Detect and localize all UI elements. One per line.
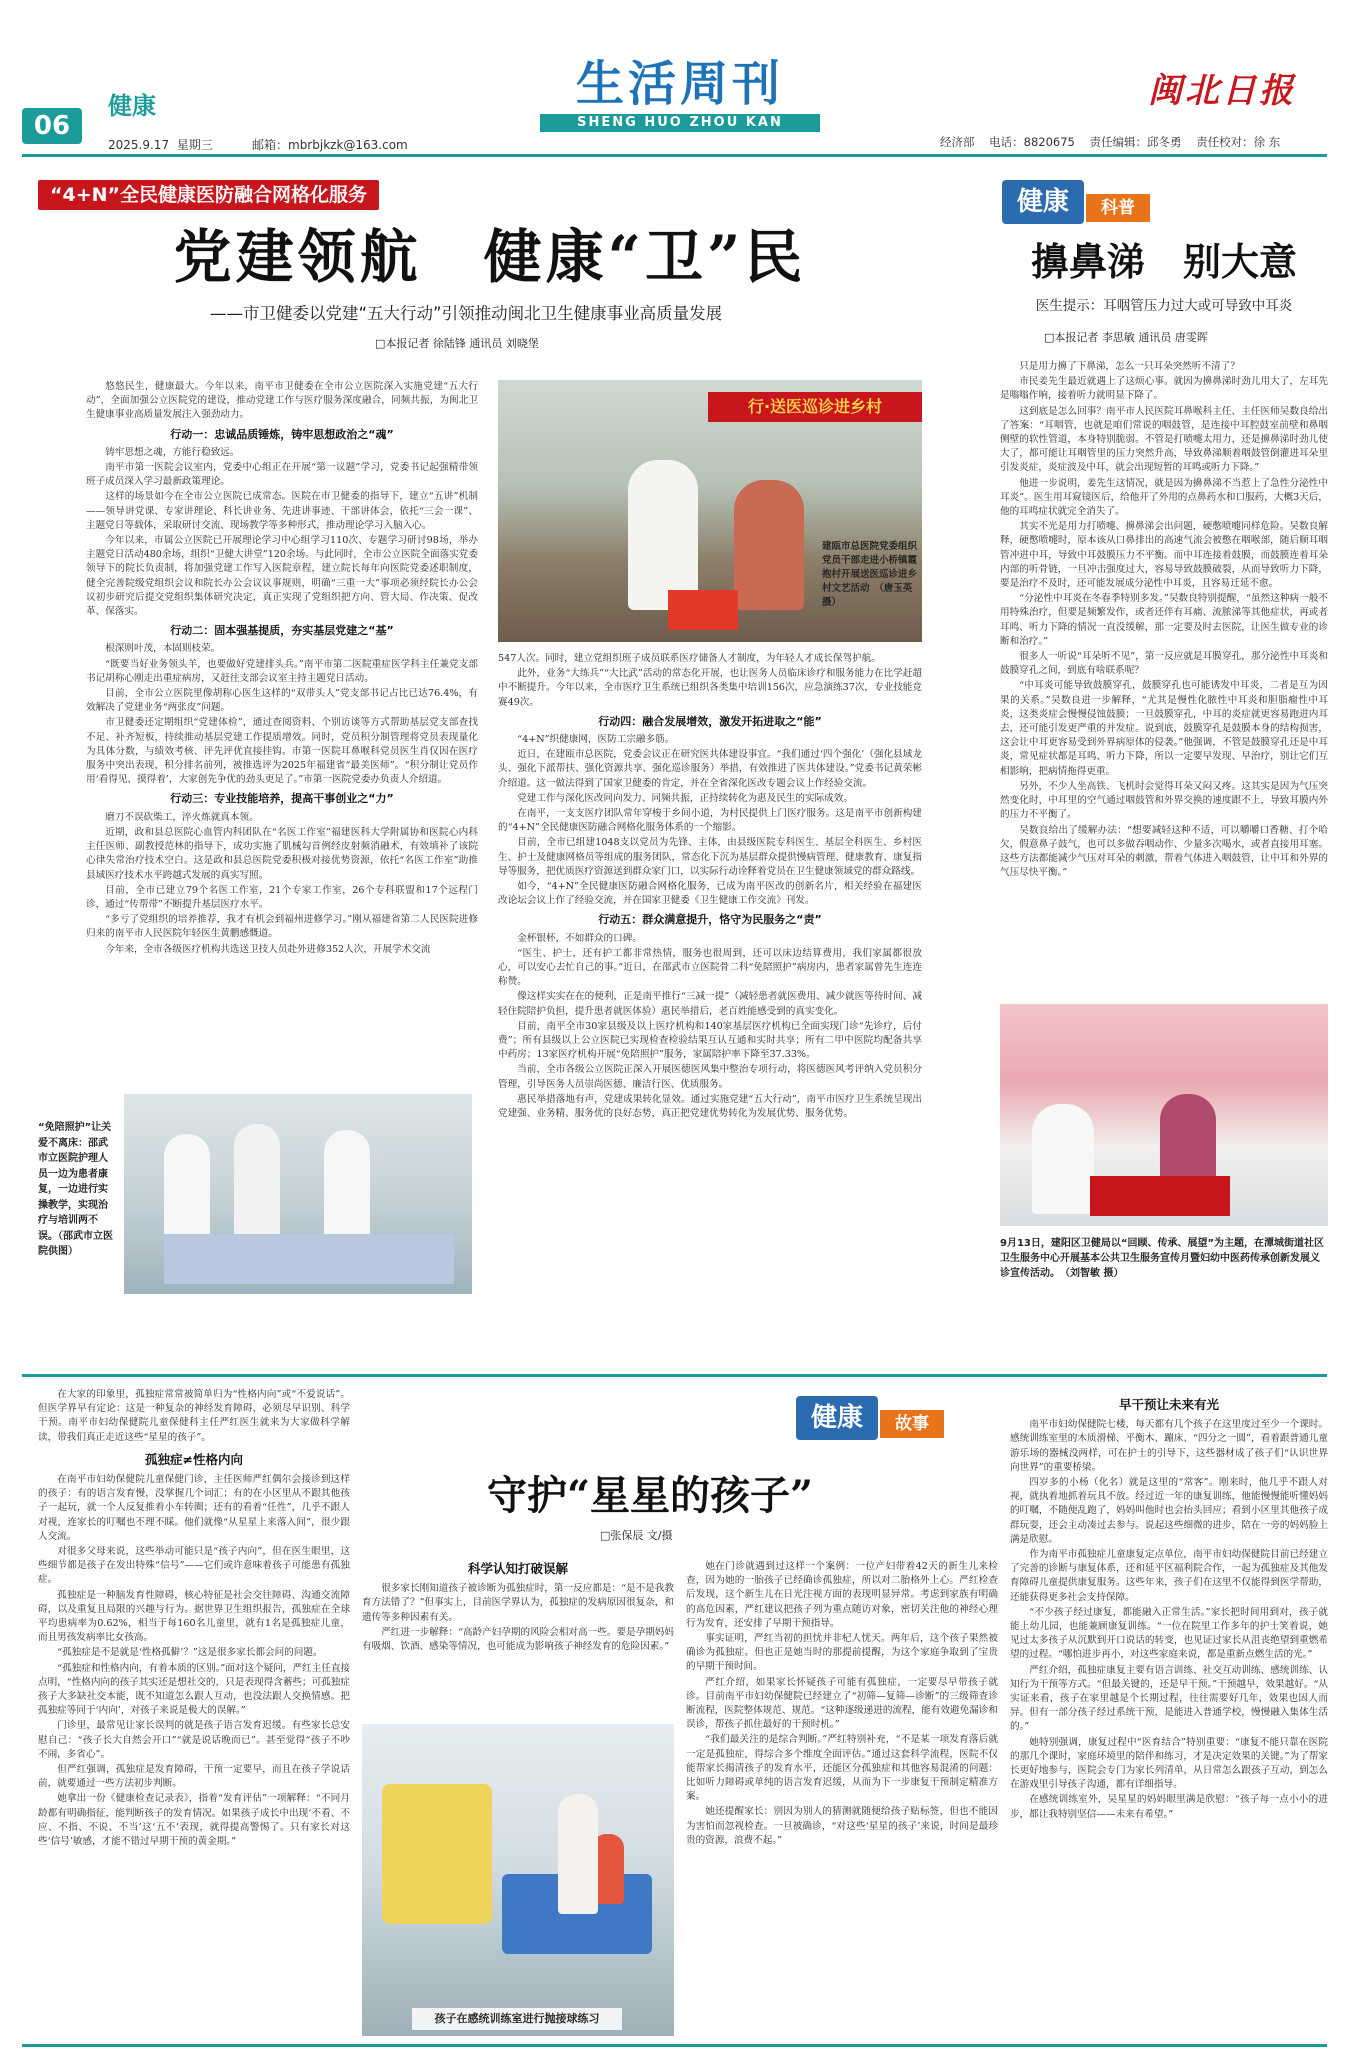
photo-figure-doctor [628,460,698,610]
photo-bed [164,1234,454,1284]
masthead-right-info: 经济部 电话：8820675 责任编辑：邱冬勇 责任校对：徐 东 [940,135,1281,149]
science-tag [1002,180,1150,224]
story-column-1: 在大家的印象里，孤独症常常被简单归为“性格内向”或“不爱说话”。但医学界早有定论：这是一种复杂的神经发育障碍，必须尽早识别、科学干预。南平市妇幼保健院儿童保健科主任严红医生就来为大家做科学解读，带我们真正走近这些“星星的孩子”。 孤独症≠性格内向 在南平市妇幼保健院儿童保健门诊，主任医师严红偶尔会接诊到这样的孩子：有的语言发育慢，没掌握几个词汇；有的在小区里从不跟其他孩子一起玩，就一个人反复推着小车转圈；还有的看着“任性”，几乎不跟人对视，连家长的叮嘱也不理不睬。他们就像“从星星上来落入间”，很少跟人交流。 对很多父母来说，这些举动可能只是“孩子内向”，但在医生眼里，这些细节都是孩子在发出特殊“信号”——它们或许意味着孩子可能患有孤独症。 孤独症是一种脑发育性障碍，核心特征是社会交往障碍、沟通交流障碍，以及重复且局限的兴趣与行为。据世界卫生组织报告，孤独症在全球平均患病率为0.62%，相当于每160名儿童里，就有1名是孤独症儿童，而且男孩发病率比女孩高。 “孤独症是不是就是‘性格孤僻’？”这是很多家长都会问的问题。 “孤独症和性格内向，有着本质的区别。”面对这个疑问，严红主任直接点明，“性格内向的孩子其实还是想社交的，只是表现得含蓄些；可孤独症孩子大多缺社交本能，既不知道怎么跟人互动，也没法跟人交换情感。把孤独症等同于‘内向’，对孩子来说是极大的误解。” 门诊里，最常见让家长误判的就是孩子语言发育迟缓。有些家长总安慰自己：“孩子长大自然会开口”“就是说话晚而已”。甚至觉得“孩子不吵不闹，多省心”。 但严红强调，孤独症是发育障碍，干预一定要早，而且在孩子学说话前，就要通过一些方法初步判断。 她拿出一份《健康检查记录表》，指着“发育评估”一项解释：“不同月龄都有明确指征，能判断孩子的发育情况。如果孩子成长中出现‘不看、不应、不指、不说、不当’这‘五不’表现，就得提高警惕了。只有家长对这些‘信号’敏感，才能不错过早期干预的黄金期。” [38,1389,350,1848]
lead-column-1: 悠悠民生，健康最大。今年以来，南平市卫健委在全市公立医院深入实施党建“五大行动”，全面加强公立医院党的建设，推动党建工作与医疗服务深度融合，同频共振，为闽北卫生健康事业高质量发展注入强劲动力。 行动一：忠诚品质锤炼，铸牢思想政治之“魂” 铸牢思想之魂，方能行稳致远。 南平市第一医院会议室内，党委中心组正在开展“第一议题”学习，党委书记起强精带领班子成员深入学习最新政策理论。 这样的场景如今在全市公立医院已成常态。医院在市卫健委的指导下，建立“五讲”机制——领导讲党课、专家讲理论、科长讲业务、先进讲事迹、干部讲体会，依托“三会一课”、主题党日等载体，采取研讨交流、现场教学等多种形式，推动理论学习入脑入心。 今年以来，市属公立医院已开展理论学习中心组学习110次、专题学习研讨98场，举办主题党日活动480余场，组织“卫健大讲堂”120余场。与此同时，全市公立医院全面落实党委领导下的院长负责制，将加强党建工作写入医院章程，建立院长每年向医院党委述职制度，健全完善院级党组织会议和院长办公会议议事规则，明确“三重一大”事项必须经院长办公会议初步研究后提交党组织集体研究决定，真正实现了党组织把方向、管大局、作决策、促改革、保落实。 行动二：固本强基提质，夯实基层党建之“基” 根深则叶茂，本固则枝荣。 “既要当好业务领头羊，也要做好党建排头兵。”南平市第二医院重症医学科主任兼党支部书记胡称心刚走出重症病房，又赶往支部会议室主持主题党日活动。 目前，全市公立医院里像胡称心医生这样的“双带头人”党支部书记占比已达76.4%，有效解决了党建业务“两张皮”问题。 市卫健委还定期组织“党建体检”，通过查阅资料、个别访谈等方式帮助基层党支部查找不足、补齐短板，持续推动基层党建工作提质增效。同时，党员积分制管理将党员表现量化为具体分数，与绩效考核、评先评优直接挂钩。市第一医院耳鼻喉科党员医生肖仅因在医疗服务中突出表现，积分排名前列，被推选评为2025年福建省“最美医师”。“积分制让党员作用‘看得见、摸得着’，大家创先争优的劲头更足了。”市第一医院党委办负责人介绍道。 行动三：专业技能培养，提高干事创业之“力” 磨刀不误砍柴工，淬火炼就真本领。 近期，政和县总医院心血管内科团队在“名医工作室”福建医科大学附属协和医院心内科主任医师、副教授范林的指导下，成功实施了肌械勾首例经皮射频消融术，有效填补了该院心律失常治疗技术空白。这是政和县总医院党委积极对接优势资源，依托“名医工作室”助推县域医疗技术水平跨越式发展的真实写照。 目前，全市已建立79个名医工作室，21个专家工作室，26个专科联盟和17个远程门诊，通过“传帮带”不断提升基层医疗水平。 “多亏了党组织的培养推荐，我才有机会到福州进修学习。”刚从福建省第二人民医院进修归来的南平市人民医院年轻医生黄鹏感慨道。 今年来，全市各级医疗机构共选送卫技人员赴外进修352人次，开展学术交流 [86,381,478,955]
story-byline: □张保辰 文/摄 [600,1529,673,1542]
lead-column-2: 547人次。同时，建立党组织班子成员联系医疗储备人才制度，为年轻人才成长保驾护航。 此外，业务“大练兵”“大比武”活动的常态化开展，也让医务人员临床诊疗和服务能力在比学赶超中不断提升。今年以来，全市医疗卫生系统已组织各类集中培训156次，应急演练37次，专业技能竞赛49次。 行动四：融合发展增效，激发开拓进取之“能” “4+N”织健康网，医防工宗融多筋。 近日，在建瓯市总医院，党委会议正在研究医共体建设事宜。“我们通过‘四个强化’（强化县域龙头、强化下派帮扶、强化资源共享、强化巡诊服务）举措，有效推进了医共体建设。”党委书记黄荣彬介绍道。这一做法得到了国家卫健委的肯定，并在全省深化医改专题会议上作经验交流。 党建工作与深化医改同向发力、同频共振，正持续转化为惠及民生的实际成效。 在南平，一支支医疗团队常年穿梭于乡间小道，为村民提供上门医疗服务。这是南平市创新构建的“4+N”全民健康医防融合网格化服务体系的一个缩影。 目前，全市已组建1048支以党员为先锋、主体，由县级医院专科医生、基层全科医生、乡村医生、护士及健康网格员等组成的服务团队，常态化下沉为基层群众提供慢病管理、健康教育、康复指导等服务，把优质医疗资源送到群众家门口，以实际行动诠释着党员在卫生健康领域党的群众路线。 如今，“4+N”全民健康医防融合网格化服务，已成为南平医改的创新名片，相关经验在福建医改论坛会议上作了经验交流，并在国家卫健委《卫生健康工作交流》刊发。 行动五：群众满意提升，恪守为民服务之“责” 金杯银杯，不如群众的口碑。 “医生、护士，还有护工都非常热情，服务也很周到，还可以床边结算费用，我们家属都很放心，可以安心去忙自己的事。”近日，在邵武市立医院骨二科“免陪照护”病房内，患者家属曾先生连连称赞。 像这样实实在在的便利，正是南平推行“三减一提”（减轻患者就医费用、减少就医等待时间、减轻住院陪护负担，提升患者就医体验）惠民举措后，老百姓能感受到的真实变化。 目前，南平全市30家县级及以上医疗机构和140家基层医疗机构已全面实现门诊“先诊疗，后付费”；所有县级以上公立医院已实现检查检验结果互认互通和实时共享；所有二甲中医院均配备共享中药房；13家医疗机构开展“免陪照护”服务，家属陪护率下降至37.33%。 当前，全市各级公立医院正深入开展医德医风集中整治专项行动，将医德医风考评纳入党员积分管理，引导医务人员崇尚医德、廉洁行医、优质服务。 惠民举措落地有声，党建成果转化显效。通过实施党建“五大行动”，南平市医疗卫生系统呈现出党建强、业务精、服务优的良好态势，真正把党建优势转化为发展优势、服务优势。 [498,653,922,1120]
action2-title: 行动二：固本强基提质，夯实基层党建之“基” [170,624,394,638]
section-name: 健康 [108,92,156,120]
story-section1-title: 孤独症≠性格内向 [145,1451,243,1467]
photo-therapist [558,1794,598,1914]
lead-photo1-caption: 建瓯市总医院党委组织党员干部走进小桥镇霞抱村开展送医巡诊进乡村文艺活动 （唐玉英摄） [822,541,918,608]
action5-title: 行动五：群众满意提升，恪守为民服务之“责” [598,913,822,927]
lead-byline: □本报记者 徐陆锋 通讯员 刘晓堡 [375,337,539,350]
supplement-pinyin: SHENG HUO ZHOU KAN [540,114,820,132]
science-tag-sub: 科普 [1086,194,1150,222]
science-photo-caption: 9月13日，建阳区卫健局以“回顾、传承、展望”为主题，在潭城街道社区卫生服务中心开展基本公共卫生服务宣传月暨妇幼中医药传承创新发展义诊宣传活动。 （刘智敏 摄） [1000,1238,1325,1279]
story-headline: 守护“星星的孩子” [486,1472,813,1519]
action4-title: 行动四：融合发展增效，激发开拓进取之“能” [598,714,822,728]
lead-photo-ward [124,1094,472,1294]
lead-subhead: ——市卫健委以党建“五大行动”引领推动闽北卫生健康事业高质量发展 [210,304,723,323]
story-section3-title: 早干预让未来有光 [1118,1397,1219,1412]
action1-title: 行动一：忠诚品质锤炼，铸牢思想政治之“魂” [170,427,394,441]
lead-headline: 党建领航 健康“卫”民 [173,223,807,291]
story-photo-training-room [362,1724,674,2036]
section-divider [22,1374,1327,1377]
photo-ball-pit [382,1784,492,1924]
masthead [0,0,1349,152]
photo-figure-patient [734,480,804,610]
newspaper-logo: 闽北日报 [1148,71,1296,111]
page-number: 06 [22,108,82,144]
editor-email: 邮箱：mbrbjkzk@163.com [252,138,408,152]
lead-intro: 悠悠民生，健康最大。今年以来，南平市卫健委在全市公立医院深入实施党建“五大行动”，全面加强公立医院党的建设，推动党建工作与医疗服务深度融合，同频共振，为闽北卫生健康事业高质量发展注入强劲动力。 [86,381,478,421]
science-body: 只是用力擤了下鼻涕，怎么一只耳朵突然听不清了？ 市民姜先生最近就遇上了这烦心事。就因为擤鼻涕时劲儿用大了，左耳先是嗡嗡作响，接着听力就明显下降了。 这到底是怎么回事？南平市人民医院耳鼻喉科主任、主任医师吴数良给出了答案：“耳咽管，也就是咱们常说的咽鼓管，是连接中耳腔鼓室前壁和鼻咽侧壁的软性管道，本身特别脆弱。不管是打喷嚏太用力，还是擤鼻涕时劲儿使大了，都可能让耳咽管里的压力突然升高，导致鼻涕顺着咽鼓管倒灌进耳朵里引发炎症，炎症波及中耳，就会出现短暂的耳鸣或听力下降。” 他进一步说明，姜先生这情况，就是因为擤鼻涕不当惹上了急性分泌性中耳炎”。医生用耳窥镜医后，给他开了外用的点鼻药水和口服药，大概3天后，他的耳鸣症状就完全消失了。 其实不光是用力打喷嚏、擤鼻涕会出问题，硬憋喷嚏同样危险。吴数良解释，硬憋喷嚏时，原本该从口鼻排出的高速气流会被憋在咽喉部，随后顺耳咽管冲进中耳，导致中耳鼓膜压力不平衡。而中耳连接着鼓膜，而鼓膜连着耳朵内部的听骨链，一旦冲击强度过大，容易导致鼓膜破裂，从而导致听力下降，要是治疗不及时，还可能发展成分泌性中耳炎，且容易迁延不愈。 “分泌性中耳炎在冬春季特别多发。”吴数良特别提醒，“虽然这种病一般不用特殊治疗，但要是频繁发作，或者还伴有耳痛、流脓涕等其他症状，再或者耳鸣、听力下降的情况一直没缓解，那一定要及时去医院，让医生做专业的诊断和治疗。” 很多人一听说“耳朵听不见”，第一反应就是耳膜穿孔，那分泌性中耳炎和鼓膜穿孔之间，到底有啥联系呢？ “中耳炎可能导致鼓膜穿孔，鼓膜穿孔也可能诱发中耳炎，二者是互为因果的关系。”吴数良进一步解释，“尤其是慢性化脓性中耳炎和胆脂瘤性中耳炎，这类炎症会慢慢侵蚀鼓膜；一旦鼓膜穿孔，中耳的炎症就更容易跑进内耳去，还可能引发更严重的并发症。说到底，鼓膜穿孔是鼓膜本身的结构损害，这会让中耳更容易受到外界病原体的侵袭。”他强调，不管是鼓膜穿孔还是中耳炎，常见症状都是耳鸣、听力下降，所以一定要早发现、早治疗，别让它们互相影响，把病情拖得更重。 另外，不少人坐高铁、飞机时会觉得耳朵又闷又疼。这其实是因为气压突然变化时，中耳里的空气通过咽鼓管和外界交换的速度跟不上，导致耳膜内外的压力不平衡了。 吴数良给出了缓解办法：“想要减轻这种不适，可以嚼嚼口香糖、打个哈欠，假意鼻子鼓气，也可以多做吞咽动作、少量多次喝水，或者直接用耳塞。这些方法都能减少气压对耳朵的刺激，帮着气体进入咽鼓管，让中耳和外界的气压尽快平衡。” [1000,361,1328,879]
science-headline: 擤鼻涕 别大意 [1030,239,1297,284]
masthead-rule [22,154,1327,157]
story-tag-main: 健康 [796,1396,878,1440]
page-bottom-rule [22,2044,1327,2047]
photo-table [1090,1176,1230,1216]
photo-doctor-seated [1032,1104,1094,1214]
action3-title: 行动三：专业技能培养，提高干事创业之“力” [170,792,394,806]
issue-date: 2025.9.17 星期三 [108,138,213,152]
story-column-4: 早干预让未来有光 南平市妇幼保健院七楼，每天都有几个孩子在这里度过至少一个课时。感统训练室里的木质滑梯、平衡木、蹦床、“四分之一圆”，看着跟普通儿童游乐场的器械没两样，可在护士的引导下，这些器材成了孩子们“认识世界向世界”的重要桥梁。 四岁多的小杨（化名）就是这里的“常客”。刚来时，他几乎不跟人对视，就执着地抓着玩具不放。经过近一年的康复训练，他能慢慢能听懂妈妈的叮嘱，不随便乱跑了，妈妈叫他时也会抬头回应；看到小区里其他孩子成群玩耍，还会主动凑过去参与。说起这些细微的进步，陪在一旁的妈妈脸上满是欣慰。 作为南平市孤独症儿童康复定点单位，南平市妇幼保健院目前已经建立了完善的诊断与康复体系，还和延平区福利院合作，一起为孤独症及其他发育障碍儿童提供康复服务。这些年来，孩子们在这里不仅能得到医学帮助，还能获得更多社会支持保障。 “不少孩子经过康复，都能融入正常生活。”家长把时间用到对，孩子就能上幼儿园，也能兼顾康复训练。“一位在院里工作多年的护士笑着说，她见过太多孩子从沉默到开口说话的转变，也见证过家长从沮丧绝望到重燃希望的过程。“哪怕进步再小，对这些家庭来说，都是重新点燃生活的光。” 严红介绍，孤独症康复主要有语言训练、社交互动训练、感统训练、认知行为干预等方式。“但最关键的，还是早干预。”干预越早，效果越好。“从实证来看，孩子在家里越是个长期过程，往往需要好几年，效果也因人而异。但有一部分孩子经过系统干预，是能进入普通学校，慢慢融入集体生活的。” 她特别强调，康复过程中“医育结合”特别重要：“康复不能只靠在医院的那几个课时，家庭环境里的陪伴和练习，才是决定效果的关键。”为了帮家长更好地参与，医院会专门为家长列清单，从日常怎么跟孩子互动，到怎么在游戏里引导孩子沟通，都有详细指导。 在感统训练室外，吴星星的妈妈眼里满是欣慰：“孩子每一点小小的进步，都让我特别坚信——未来有希望。” [1010,1397,1328,1820]
story-tag [796,1396,946,1440]
story-column-3: 她在门诊就遇到过这样一个案例：一位产妇带着42天的新生儿来检查，因为她的一胎孩子已经确诊孤独症，所以对二胎格外上心。严红检查后发现，这个新生儿在日光注视方面的表现明显异常。考虑到家族有明确的高危因素，严红建议把孩子列为重点随访对象，密切关注他的神经心理行为发育，还安排了早期干预指导。 事实证明，严红当初的担忧并非杞人忧天。两年后，这个孩子果然被确诊为孤独症。但也正是她当时的那提前提醒，为这个家庭争取到了宝贵的早期干预时间。 严红介绍，如果家长怀疑孩子可能有孤独症，一定要尽早带孩子就诊。目前南平市妇幼保健院已经建立了“初筛—复筛—诊断”的三级筛查诊断流程，医院整体规范、规范。“这种逐级递进的流程，能有效避免漏诊和误诊，帮孩子抓住最好的干预时机。” “我们最关注的是综合判断。”严红特别补充，“不是某一项发育落后就一定是孤独症，得综合多个维度全面评估。”通过这套科学流程，医院不仅能帮家长揭清孩子的发育水平，还能区分孤独症和其他容易混淆的问题：比如听力障碍或单纯的语言发育迟缓，从而为下一步康复干预制定精准方案。 她还提醒家长：别因为别人的猜测就随便给孩子贴标签，但也不能因为害怕而忽视检查。一旦被确诊，“对这些‘星星的孩子’来说，时间是最珍贵的资源，浪费不起。” [686,1561,998,1846]
supplement-title: 生活周刊 [575,56,784,112]
science-tag-main: 健康 [1002,180,1084,224]
science-subhead: 医生提示：耳咽管压力过大或可导致中耳炎 [1035,298,1293,314]
story-photo-caption: 孩子在感统训练室进行抛接球练习 [412,2008,622,2030]
photo-banner: 行·送医巡诊进乡村 [708,392,922,422]
science-byline: □本报记者 李思敏 通讯员 唐雯晖 [1044,331,1208,344]
science-photo-clinic-event [1000,1004,1328,1226]
story-intro: 在大家的印象里，孤独症常常被简单归为“性格内向”或“不爱说话”。但医学界早有定论：这是一种复杂的神经发育障碍，必须尽早识别、科学干预。南平市妇幼保健院儿童保健科主任严红医生就来为大家做科学解读，带我们真正走近这些“星星的孩子”。 [38,1389,350,1443]
story-tag-sub: 故事 [880,1410,944,1438]
lead-tag: “4+N”全民健康医防融合网格化服务 [38,180,379,210]
photo-stool [668,590,738,630]
story-section2-title: 科学认知打破误解 [467,1561,568,1576]
lead-photo2-caption: “免陪照护”让关爱不离床：邵武市立医院护理人员一边为患者康复，一边进行实操教学，实现治疗与培训两不误。（邵武市立医院供图） [38,1122,113,1257]
story-column-2: 科学认知打破误解 很多家长刚知道孩子被诊断为孤独症时，第一反应都是：“是不是我教育方法错了？”但事实上，目前医学界认为，孤独症的发病原因很复杂，和遗传等多种因素有关。 严红进一步解释：“高龄产妇孕期的风险会相对高一些。要是孕期妈妈有吸烟、饮酒、感染等情况，也可能成为影响孩子神经发育的危险因素。” [362,1561,674,1653]
